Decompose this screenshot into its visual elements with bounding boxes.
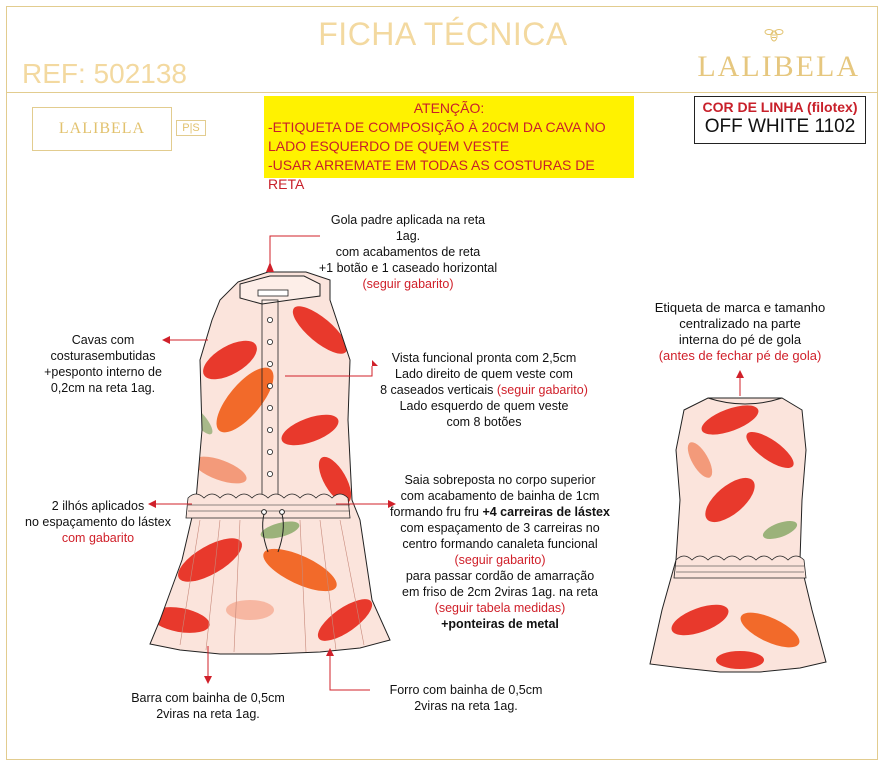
annotation-red-note: (seguir gabarito) bbox=[454, 553, 546, 567]
annotation-armholes bbox=[38, 332, 168, 396]
attention-line: -ETIQUETA DE COMPOSIÇÃO À 20CM DA CAVA NO bbox=[268, 119, 606, 135]
page-title: FICHA TÉCNICA bbox=[318, 16, 568, 52]
annotation-line: 2viras na reta 1ag. bbox=[156, 707, 260, 721]
annotation-line: interna do pé de gola bbox=[678, 332, 802, 347]
annotation-bold: +4 carreiras de lástex bbox=[482, 505, 610, 519]
annotation-red-note: (antes de fechar pé de gola) bbox=[658, 348, 822, 363]
annotation-line: com espaçamento de 3 carreiras no bbox=[400, 521, 600, 535]
size-label-box: P|S bbox=[176, 120, 206, 136]
attention-line: LADO ESQUERDO DE QUEM VESTE bbox=[268, 138, 510, 154]
annotation-line: Vista funcional pronta com 2,5cm bbox=[391, 351, 577, 365]
annotation-line: no espaçamento do lástex bbox=[25, 515, 171, 529]
annotation-red-note: (seguir tabela medidas) bbox=[434, 601, 566, 615]
thread-color-label: COR DE LINHA (filotex) bbox=[702, 99, 858, 115]
annotation-line: Lado direito de quem veste com bbox=[395, 367, 573, 381]
brand-label-box: LALIBELA bbox=[32, 107, 172, 151]
annotation-line: centralizado na parte bbox=[679, 316, 801, 331]
brand-logo: LALIBELA bbox=[697, 50, 860, 83]
annotation-line: Forro com bainha de 0,5cm bbox=[389, 683, 543, 697]
annotation-line: Barra com bainha de 0,5cm bbox=[131, 691, 285, 705]
annotation-lining bbox=[376, 682, 556, 714]
annotation-hem bbox=[118, 690, 298, 722]
attention-line: -USAR ARREMATE EM TODAS AS COSTURAS DE RETA bbox=[268, 157, 595, 192]
annotation-text: 8 caseados verticais bbox=[380, 383, 497, 397]
back-dress bbox=[640, 390, 840, 680]
annotation-line: Etiqueta de marca e tamanho bbox=[654, 300, 826, 315]
annotation-bold: +ponteiras de metal bbox=[441, 617, 559, 631]
annotation-line: Saia sobreposta no corpo superior bbox=[404, 473, 596, 487]
annotation-line: +1 botão e 1 caseado horizontal bbox=[318, 261, 498, 275]
annotation-line: em friso de 2cm 2viras 1ag. na reta bbox=[402, 585, 598, 599]
annotation-line: Lado esquerdo de quem veste bbox=[399, 399, 569, 413]
thread-color-value: OFF WHITE 1102 bbox=[704, 116, 856, 137]
annotation-red-note: (seguir gabarito) bbox=[362, 277, 454, 291]
annotation-line: com acabamento de bainha de 1cm bbox=[400, 489, 600, 503]
annotation-collar bbox=[318, 212, 498, 292]
annotation-label bbox=[636, 300, 844, 364]
annotation-text: formando fru fru bbox=[390, 505, 483, 519]
attention-heading: ATENÇÃO: bbox=[413, 100, 485, 116]
annotation-line: para passar cordão de amarração bbox=[405, 569, 595, 583]
annotation-line: costurasembutidas bbox=[50, 349, 156, 363]
annotation-skirt bbox=[384, 472, 616, 632]
annotation-line: +pesponto interno de bbox=[44, 365, 162, 379]
annotation-line: 0,2cm na reta 1ag. bbox=[50, 381, 156, 395]
annotation-line: centro formando canaleta funcional bbox=[402, 537, 598, 551]
annotation-red-note: com gabarito bbox=[61, 531, 135, 545]
annotation-line: 2 ilhós aplicados bbox=[51, 499, 145, 513]
annotation-line: com 8 botões bbox=[446, 415, 522, 429]
annotation-line bbox=[366, 382, 602, 398]
annotation-eyelets bbox=[18, 498, 178, 546]
annotation-line: Cavas com bbox=[71, 333, 135, 347]
annotation-red-note: (seguir gabarito) bbox=[496, 383, 588, 397]
annotation-line: com acabamentos de reta bbox=[335, 245, 481, 259]
annotation-line: 2viras na reta 1ag. bbox=[414, 699, 518, 713]
annotation-line: Gola padre aplicada na reta 1ag. bbox=[330, 213, 486, 243]
annotation-line bbox=[384, 504, 616, 520]
annotation-placket bbox=[366, 350, 602, 430]
reference-number: REF: 502138 bbox=[22, 58, 187, 89]
